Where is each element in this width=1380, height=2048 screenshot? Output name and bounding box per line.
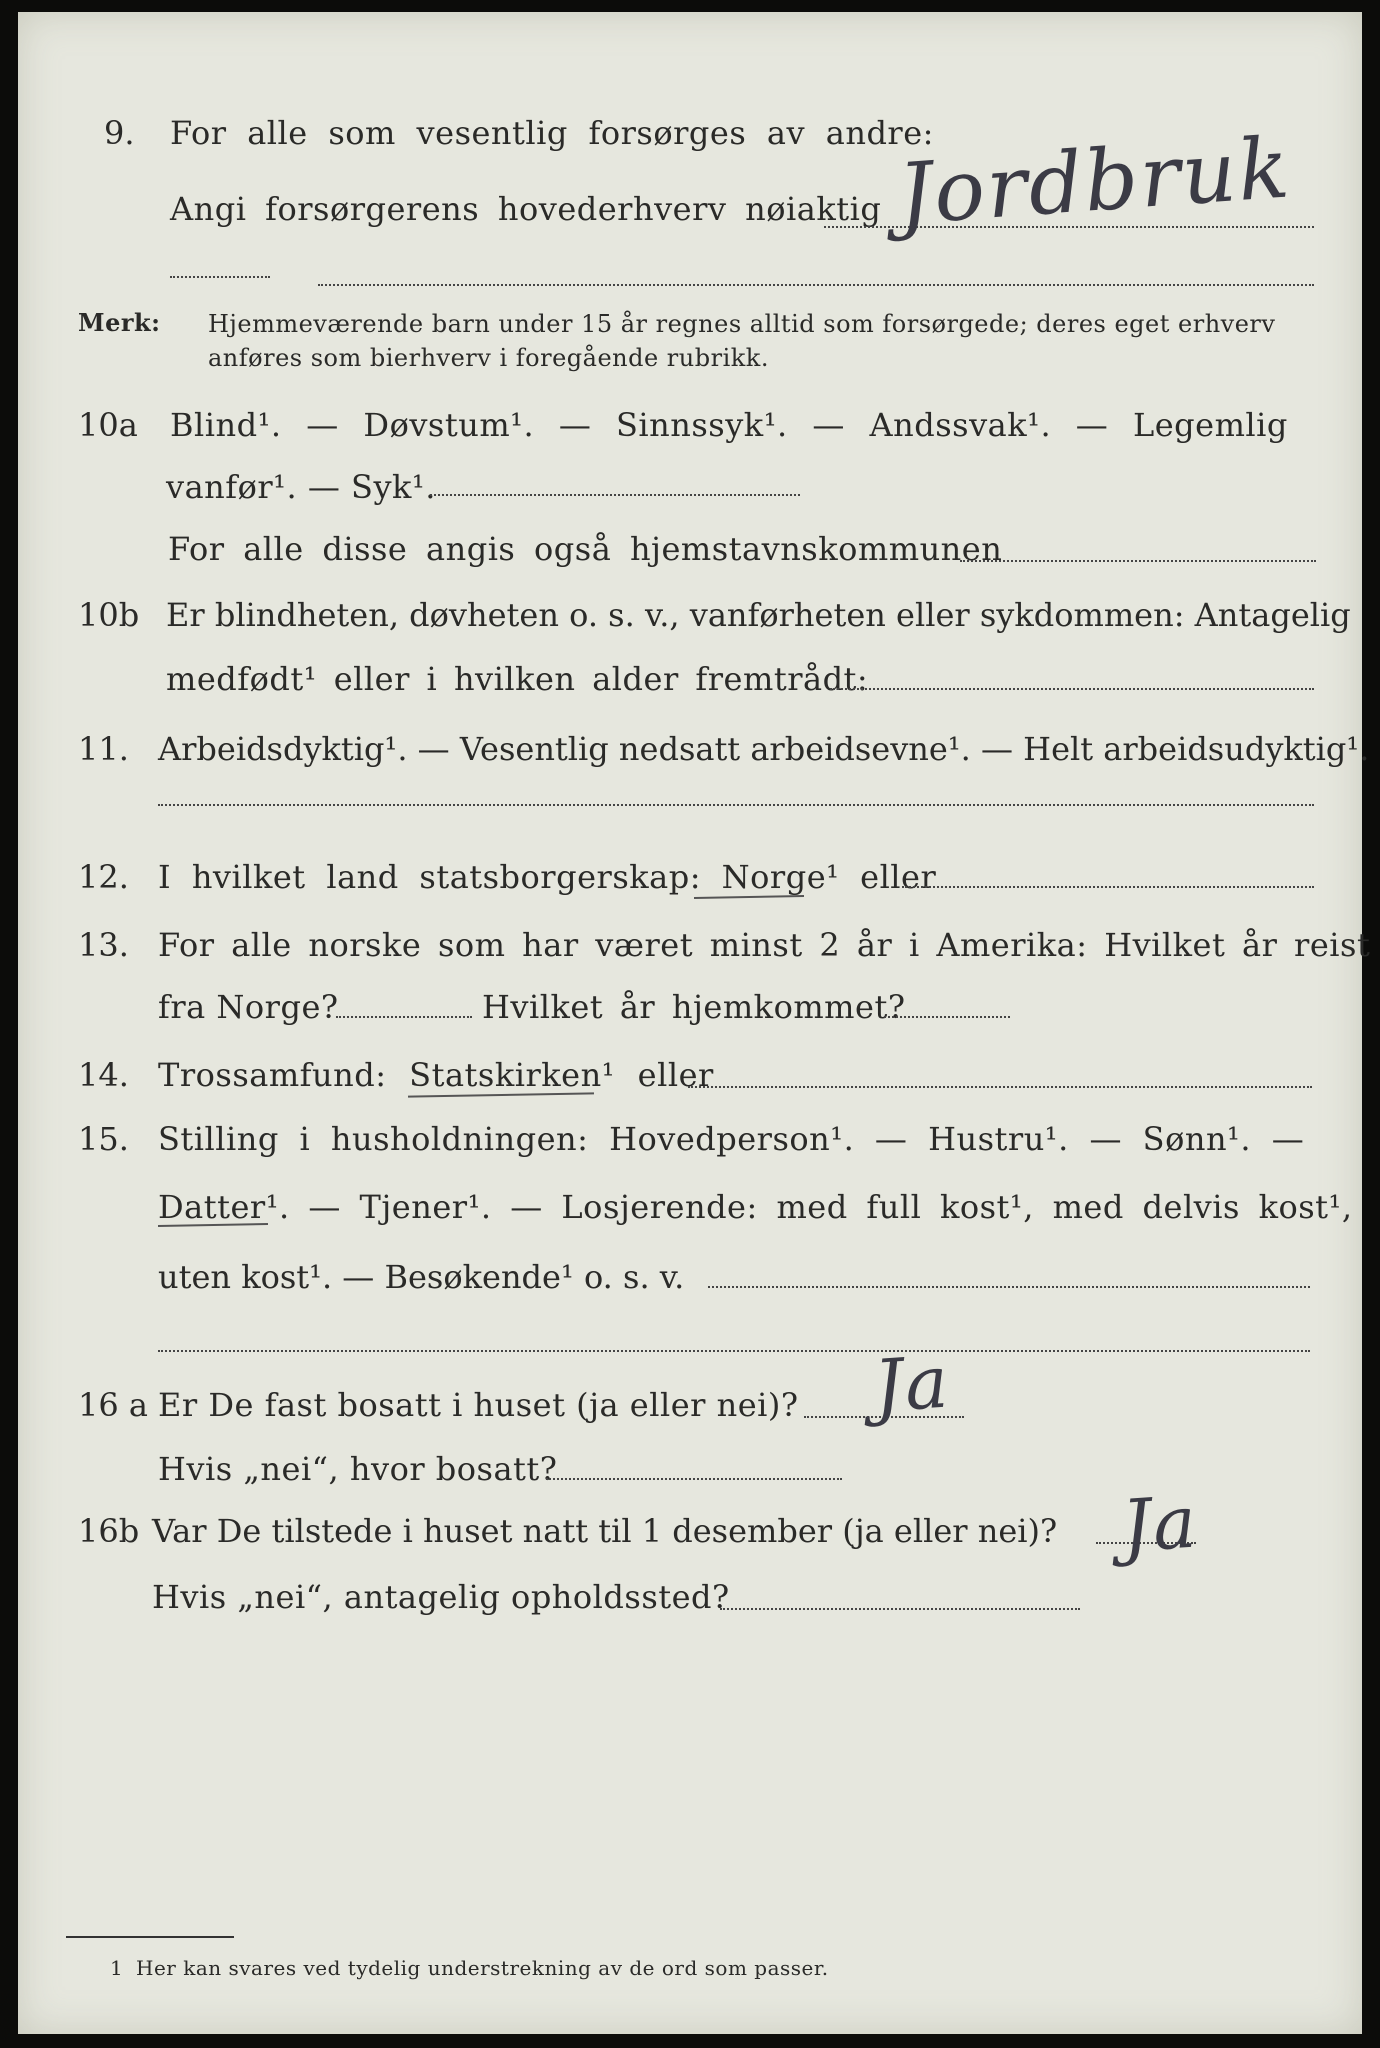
census-form-page [18,12,1371,2034]
item-10a-number: 10a [78,406,138,444]
item-16a-bosatt-line [546,1478,842,1480]
merk-label: Merk: [78,308,161,337]
item-16b-handwritten-answer: Ja [1119,1479,1201,1569]
item-10b-answer-line [830,688,1314,690]
item-12-line1: I hvilket land statsborgerskap: Norge¹ eller [158,858,937,896]
item-9-answer-line-2a [170,276,270,278]
item-12-number: 12. [78,858,129,896]
item-15-line3: uten kost¹. — Besøkende¹ o. s. v. [158,1258,685,1296]
item-16b-number: 16b [78,1512,140,1550]
item-9-answer-line-2b [318,284,1314,286]
item-12-answer-line [902,886,1314,888]
item-10a-line2: vanfør¹. — Syk¹. [166,468,436,506]
item-16a-handwritten-answer: Ja [871,1339,953,1429]
item-9-line1: For alle som vesentlig forsørges av andre: [170,114,934,152]
item-13-line1: For alle norske som har været minst 2 år i Amerika: Hvilket år reist [158,926,1371,964]
item-15-answer-line-2 [158,1350,1310,1352]
item-10a-answer-line [430,494,800,496]
item-15-number: 15. [78,1120,129,1158]
item-9-handwritten-answer: Jordbruk [895,118,1295,244]
item-16a-line1: Er De fast bosatt i huset (ja eller nei)? [158,1386,799,1424]
item-16b-opholdssted-line [720,1608,1080,1610]
item-10a-line3: For alle disse angis også hjemstavnskommunen [168,530,1003,568]
merk-line2: anføres som bierhverv i foregående rubrikk. [208,344,769,372]
item-15-answer-line [708,1286,1310,1288]
footnote-mark: 1 [110,1956,124,1980]
item-11-number: 11. [78,730,129,768]
item-14-line1: Trossamfund: Statskirken¹ eller [158,1056,714,1094]
item-14-answer-line [688,1086,1312,1088]
item-10b-number: 10b [78,596,140,634]
item-10a-hjemstavn-line [960,560,1316,562]
item-14-number: 14. [78,1056,129,1094]
merk-line1: Hjemmeværende barn under 15 år regnes alltid som forsørgede; deres eget erhverv [208,310,1276,338]
item-9-line2: Angi forsørgerens hovederhverv nøiaktig [170,190,882,228]
item-13-line2b: Hvilket år hjemkommet? [482,988,906,1026]
item-13-reist-line [336,1016,472,1018]
item-13-line2a: fra Norge? [158,988,339,1026]
item-13-hjemkommet-line [884,1016,1010,1018]
item-16b-line1: Var De tilstede i huset natt til 1 desember (ja eller nei)? [152,1512,1058,1550]
item-10b-line2: medfødt¹ eller i hvilken alder fremtrådt: [166,660,869,698]
item-10a-line1: Blind¹. — Døvstum¹. — Sinnssyk¹. — Andssvak¹. — Legemlig [170,406,1288,444]
item-11-answer-line [158,804,1314,806]
item-15-line2: Datter¹. — Tjener¹. — Losjerende: med full kost¹, med delvis kost¹, [158,1188,1353,1226]
item-15-line1: Stilling i husholdningen: Hovedperson¹. — Hustru¹. — Sønn¹. — [158,1120,1305,1158]
footnote-rule [66,1936,234,1938]
footnote-text: Her kan svares ved tydelig understrekning av de ord som passer. [136,1956,829,1980]
item-13-number: 13. [78,926,129,964]
item-10b-line1: Er blindheten, døvheten o. s. v., vanførheten eller sykdommen: Antagelig [166,596,1351,634]
item-9-number: 9. [104,114,135,152]
item-16b-line2: Hvis „nei“, antagelig opholdssted? [152,1578,730,1616]
item-11-line1: Arbeidsdyktig¹. — Vesentlig nedsatt arbeidsevne¹. — Helt arbeidsudyktig¹. [158,730,1370,768]
item-16a-line2: Hvis „nei“, hvor bosatt? [158,1450,558,1488]
item-16a-number: 16 a [78,1386,148,1424]
